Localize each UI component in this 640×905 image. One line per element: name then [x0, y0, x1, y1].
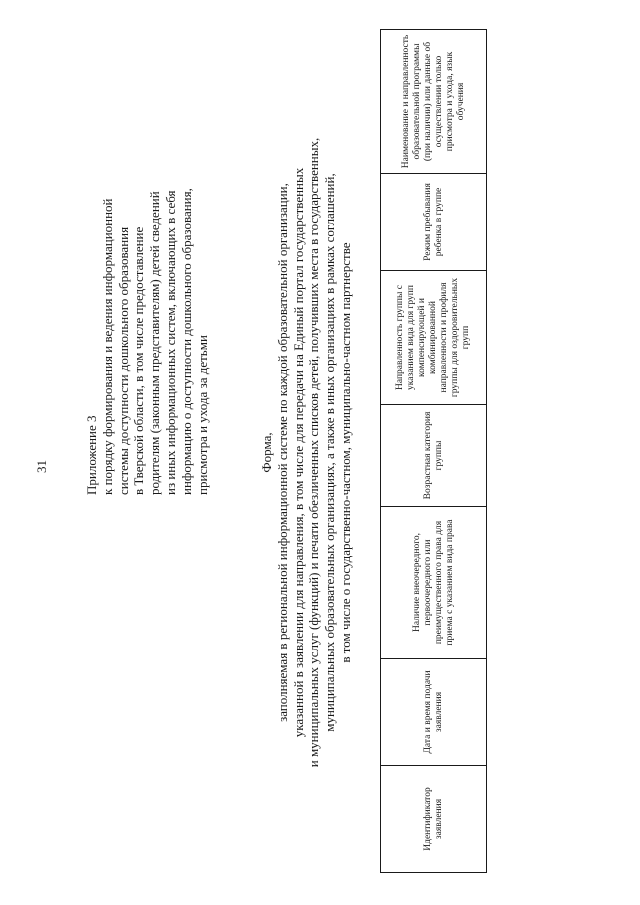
table-header-row	[381, 30, 487, 873]
header-cell-age-category: Возрастная категория группы	[381, 405, 487, 507]
annex-line: родителям (законным представителям) детей сведений	[147, 191, 163, 495]
header-cell-priority-right: Наличие внеочередного, первоочередного или преимущественного права для приема с указанием вида права	[381, 507, 487, 659]
annex-line: системы доступности дошкольного образования	[115, 226, 131, 495]
header-cell-group-orientation: Направленность группы с указанием вида для групп компенсирующей и комбинированной направленности и профиля группы для оздоровительных групп	[381, 271, 487, 405]
annex-line: в Тверской области, в том числе предоставление	[131, 226, 147, 495]
annex-line: к порядку формирования и ведения информационной	[99, 198, 115, 495]
form-description-line: и муниципальных услуг (функций) и печати обезличенных списков детей, получивших места в государственных,	[306, 137, 322, 768]
annex-line: из иных информационных систем, включающих в себя	[162, 190, 178, 495]
form-table	[380, 29, 487, 873]
annex-line: информацию о доступности дошкольного образования,	[178, 188, 194, 495]
annex-line: Приложение 3	[84, 415, 99, 495]
form-description-line: заполняемая в региональной информационной системе по каждой образовательной организации,	[274, 183, 290, 722]
header-cell-application-id: Идентификатор заявления	[381, 766, 487, 873]
header-cell-program: Наименование и направленность образовательной программы (при наличии) или данные об осуществлении только присмотра и ухода, язык обучения	[381, 30, 487, 174]
annex-line: присмотра и ухода за детьми	[194, 335, 210, 495]
page-number: 31	[34, 460, 49, 473]
header-cell-submission-datetime: Дата и время подачи заявления	[381, 659, 487, 766]
form-description-line: указанной в заявлении для направления, в том числе для передачи на Единый портал государственных	[290, 167, 306, 738]
form-description-line: в том числе о государственно-частном, муниципально-частном партнерстве	[337, 242, 353, 663]
form-description-line: муниципальных образовательных организациях, а также в иных организациях в рамках соглашений,	[322, 173, 338, 732]
form-title: Форма,	[259, 432, 274, 473]
header-cell-stay-mode: Режим пребывания ребенка в группе	[381, 174, 487, 271]
annex-header	[84, 25, 210, 495]
form-heading	[259, 0, 354, 905]
